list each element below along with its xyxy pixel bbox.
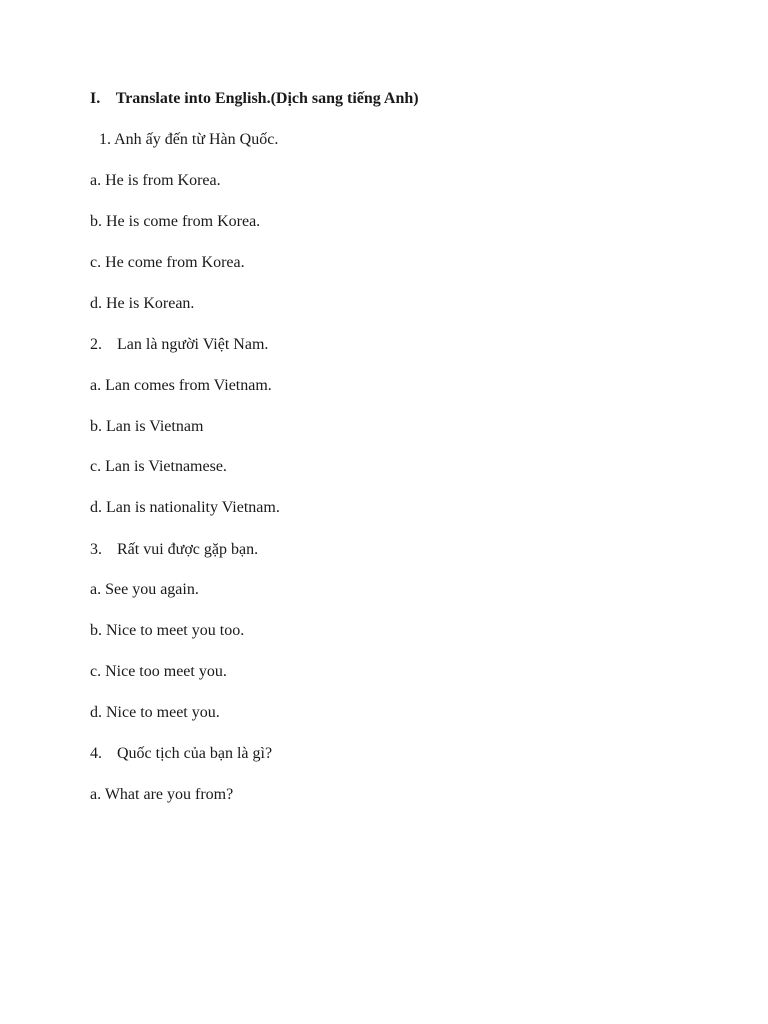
question-1-prompt (99, 130, 278, 150)
question-text: Lan là người Việt Nam. (117, 336, 269, 353)
question-number: 3. (90, 541, 102, 558)
q1-option-b: b. He is come from Korea. (90, 213, 261, 230)
question-text: Rất vui được gặp bạn. (117, 541, 259, 558)
question-number: 2. (90, 336, 102, 353)
q2-option-c: c. Lan is Vietnamese. (90, 458, 227, 475)
question-4-prompt (90, 744, 272, 764)
question-3-prompt (90, 540, 258, 560)
q2-option-b: b. Lan is Vietnam (90, 418, 204, 435)
question-number: 1. (99, 131, 111, 148)
question-text: Quốc tịch của bạn là gì? (117, 745, 273, 762)
q3-option-b: b. Nice to meet you too. (90, 622, 245, 639)
q3-option-a: a. See you again. (90, 581, 199, 598)
q2-option-d: d. Lan is nationality Vietnam. (90, 499, 280, 516)
question-text: Anh ấy đến từ Hàn Quốc. (114, 131, 279, 148)
question-2-prompt (90, 335, 268, 355)
q2-option-a: a. Lan comes from Vietnam. (90, 377, 272, 394)
q1-option-a: a. He is from Korea. (90, 172, 221, 189)
q4-option-a: a. What are you from? (90, 786, 234, 803)
q3-option-d: d. Nice to meet you. (90, 704, 220, 721)
section-heading (90, 89, 419, 109)
q3-option-c: c. Nice too meet you. (90, 663, 227, 680)
section-number: I. (90, 90, 101, 107)
question-number: 4. (90, 745, 102, 762)
q1-option-d: d. He is Korean. (90, 295, 195, 312)
q1-option-c: c. He come from Korea. (90, 254, 245, 271)
section-title: Translate into English.(Dịch sang tiếng Anh) (115, 90, 419, 107)
